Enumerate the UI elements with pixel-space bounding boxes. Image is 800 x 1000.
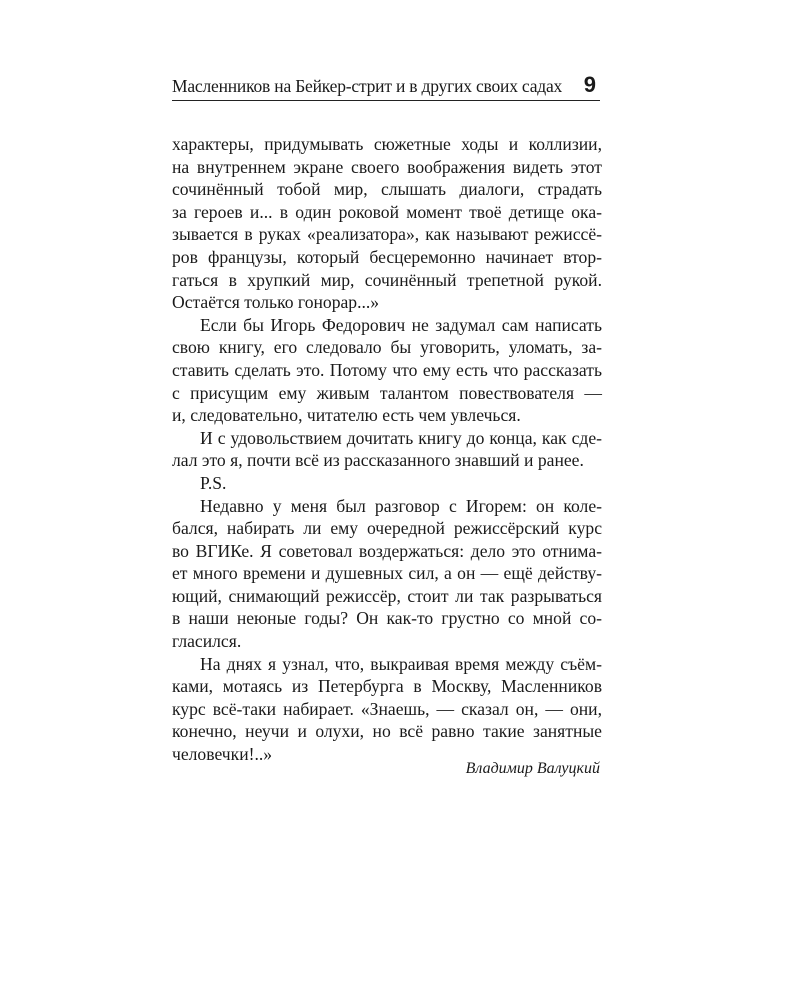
text-line: во ВГИКе. Я советовал воздержаться: дело это отнима- — [172, 540, 602, 561]
author-signature: Владимир Валуцкий — [465, 760, 600, 777]
text-line: гаться в хрупкий мир, сочинённый трепетной рукой. — [172, 269, 602, 290]
text-line: с присущим ему живым талантом повествователя — — [172, 382, 602, 403]
text-line: И с удовольствием дочитать книгу до конца, как сде- — [200, 427, 602, 448]
text-line: конечно, неучи и олухи, но всё равно такие занятные — [172, 721, 602, 742]
text-line: курс всё-таки набирает. «Знаешь, — сказал он, — они, — [172, 698, 602, 719]
text-line: характеры, придумывать сюжетные ходы и коллизии, — [172, 134, 602, 154]
text-line: Если бы Игорь Федорович не задумал сам написать — [200, 314, 602, 335]
text-line: в наши неюные годы? Он как-то грустно со мной со- — [172, 608, 602, 629]
text-line: за героев и... в один роковой момент твоё детище ока- — [172, 201, 602, 222]
text-line: лал это я, почти всё из рассказанного знавший и ранее. — [172, 450, 584, 471]
page-number: 9 — [583, 72, 596, 97]
text-line: бался, набирать ли ему очередной режиссёрский курс — [172, 518, 602, 539]
text-line: ющий, снимающий режиссёр, стоит ли так разрываться — [172, 585, 602, 606]
text-line: свою книгу, его следовало бы уговорить, уломать, за- — [172, 337, 602, 358]
text-line: ров французы, который бесцеремонно начинает втор- — [172, 246, 602, 267]
body-text — [172, 133, 602, 766]
text-line: P.S. — [200, 472, 227, 493]
text-line: На днях я узнал, что, выкраивая время между съём- — [200, 653, 602, 674]
running-title: Масленников на Бейкер-стрит и в других своих садах — [172, 76, 563, 96]
text-line: Недавно у меня был разговор с Игорем: он коле- — [200, 495, 602, 516]
text-line: ками, мотаясь из Петербурга в Москву, Масленников — [172, 676, 602, 697]
text-line: зывается в руках «реализатора», как называют режиссё- — [172, 224, 602, 245]
text-line: гласился. — [172, 631, 242, 652]
running-header — [172, 70, 600, 101]
text-line: ставить сделать это. Потому что ему есть что рассказать — [172, 359, 602, 380]
text-line: на внутреннем экране своего воображения видеть этот — [172, 156, 602, 177]
text-line: и, следовательно, читателю есть чем увлечься. — [172, 405, 521, 426]
text-line: Остаётся только гонорар...» — [172, 292, 380, 313]
text-line: человечки!..» — [172, 744, 273, 765]
text-line: ет много времени и душевных сил, а он — ещё действу- — [172, 563, 602, 584]
text-line: сочинённый тобой мир, слышать диалоги, страдать — [172, 179, 602, 200]
